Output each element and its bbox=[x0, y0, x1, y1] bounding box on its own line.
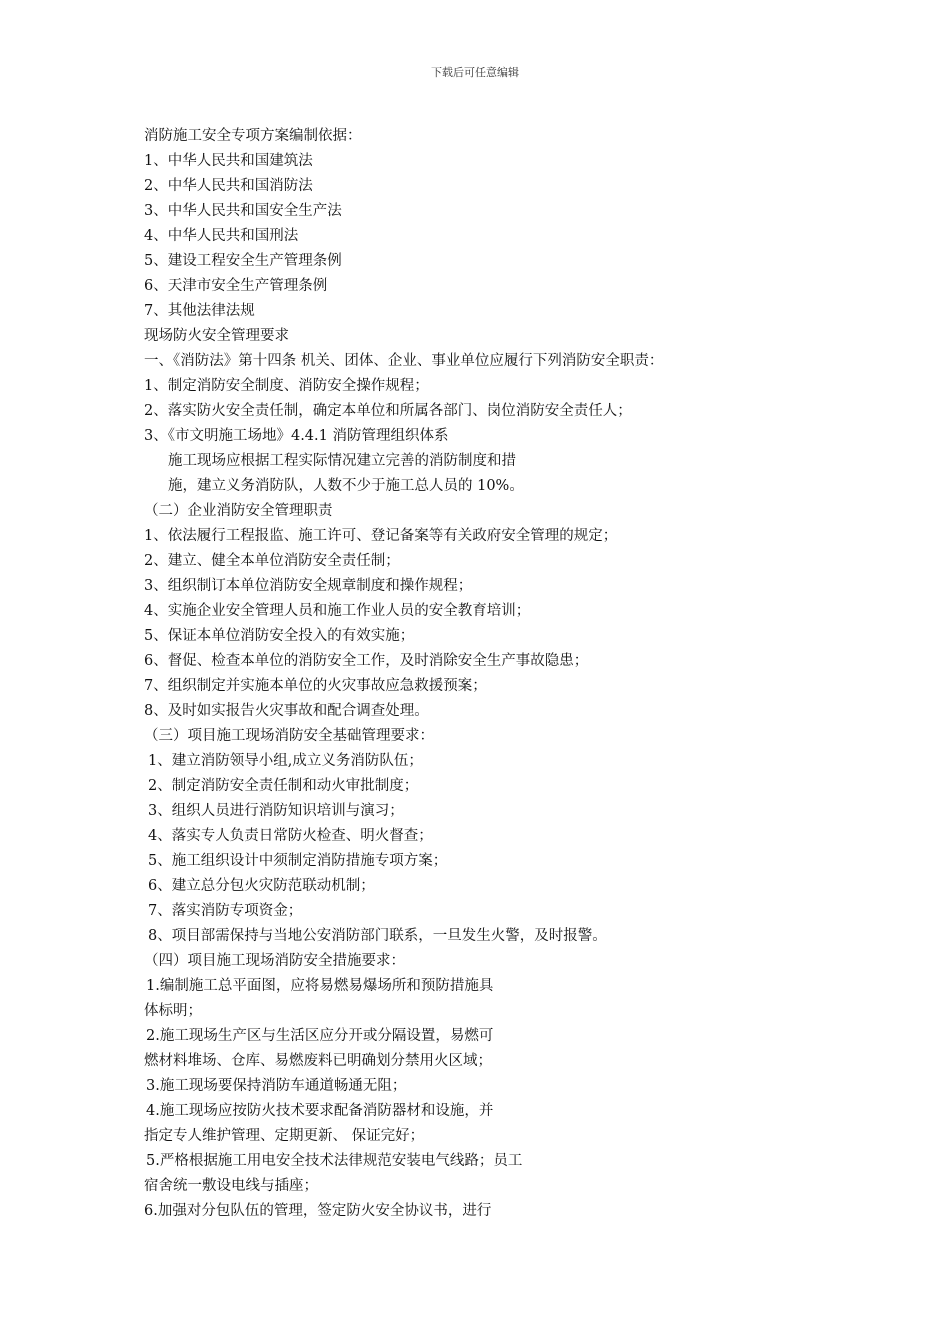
heading-basis: 消防施工安全专项方案编制依据： bbox=[144, 128, 362, 144]
basic-requirement-item: 2、制定消防安全责任制和动火审批制度； bbox=[148, 778, 419, 794]
enterprise-duty-item: 6、督促、检查本单位的消防安全工作，及时消除安全生产事故隐患； bbox=[144, 653, 589, 669]
measure-item: 4.施工现场应按防火技术要求配备消防器材和设施，并 bbox=[146, 1103, 494, 1119]
enterprise-duty-item: 5、保证本单位消防安全投入的有效实施； bbox=[144, 628, 415, 644]
basic-requirement-item: 7、落实消防专项资金； bbox=[148, 903, 303, 919]
basic-requirement-item: 3、组织人员进行消防知识培训与演习； bbox=[148, 803, 404, 819]
duty-item-continuation: 施工现场应根据工程实际情况建立完善的消防制度和措 bbox=[168, 453, 516, 469]
basis-item: 7、其他法律法规 bbox=[144, 303, 255, 319]
duty-item: 3、《市文明施工场地》4.4.1 消防管理组织体系 bbox=[144, 428, 449, 444]
measure-item-continuation: 指定专人维护管理、定期更新、 保证完好； bbox=[144, 1128, 425, 1144]
basic-requirement-item: 1、建立消防领导小组,成立义务消防队伍； bbox=[148, 753, 423, 769]
enterprise-duty-item: 4、实施企业安全管理人员和施工作业人员的安全教育培训； bbox=[144, 603, 531, 619]
measure-item: 2.施工现场生产区与生活区应分开或分隔设置，易燃可 bbox=[146, 1028, 494, 1044]
page-header-note: 下载后可任意编辑 bbox=[431, 66, 519, 79]
section-two-heading: （二）企业消防安全管理职责 bbox=[144, 503, 333, 519]
basis-item: 3、中华人民共和国安全生产法 bbox=[144, 203, 342, 219]
enterprise-duty-item: 7、组织制定并实施本单位的火灾事故应急救援预案； bbox=[144, 678, 487, 694]
measure-item: 6.加强对分包队伍的管理，签定防火安全协议书，进行 bbox=[144, 1203, 492, 1219]
document-body bbox=[144, 124, 844, 1224]
enterprise-duty-item: 2、建立、健全本单位消防安全责任制； bbox=[144, 553, 400, 569]
basic-requirement-item: 4、落实专人负责日常防火检查、明火督查； bbox=[148, 828, 433, 844]
basic-requirement-item: 8、项目部需保持与当地公安消防部门联系，一旦发生火警，及时报警。 bbox=[148, 928, 607, 944]
section-four-heading: （四）项目施工现场消防安全措施要求： bbox=[144, 953, 405, 969]
basic-requirement-item: 6、建立总分包火灾防范联动机制； bbox=[148, 878, 375, 894]
basis-item: 2、中华人民共和国消防法 bbox=[144, 178, 313, 194]
section-three-heading: （三）项目施工现场消防安全基础管理要求： bbox=[144, 728, 434, 744]
enterprise-duty-item: 1、依法履行工程报监、施工许可、登记备案等有关政府安全管理的规定； bbox=[144, 528, 618, 544]
basis-item: 5、建设工程安全生产管理条例 bbox=[144, 253, 342, 269]
enterprise-duty-item: 3、组织制订本单位消防安全规章制度和操作规程； bbox=[144, 578, 473, 594]
measure-item-continuation: 宿舍统一敷设电线与插座； bbox=[144, 1178, 318, 1194]
heading-site-requirements: 现场防火安全管理要求 bbox=[144, 328, 289, 344]
duty-item: 1、制定消防安全制度、消防安全操作规程； bbox=[144, 378, 429, 394]
section-one-heading: 一、《消防法》第十四条 机关、团体、企业、事业单位应履行下列消防安全职责： bbox=[144, 353, 664, 369]
duty-item-continuation: 施，建立义务消防队，人数不少于施工总人员的 10%。 bbox=[168, 478, 524, 494]
basis-item: 1、中华人民共和国建筑法 bbox=[144, 153, 313, 169]
measure-item-continuation: 燃材料堆场、仓库、易燃废料已明确划分禁用火区域； bbox=[144, 1053, 492, 1069]
measure-item: 5.严格根据施工用电安全技术法律规范安装电气线路；员工 bbox=[146, 1153, 523, 1169]
enterprise-duty-item: 8、及时如实报告火灾事故和配合调查处理。 bbox=[144, 703, 429, 719]
measure-item: 1.编制施工总平面图，应将易燃易爆场所和预防措施具 bbox=[146, 978, 494, 994]
measure-item: 3.施工现场要保持消防车通道畅通无阻； bbox=[146, 1078, 407, 1094]
basis-item: 4、中华人民共和国刑法 bbox=[144, 228, 299, 244]
measure-item-continuation: 体标明； bbox=[144, 1003, 202, 1019]
duty-item: 2、落实防火安全责任制，确定本单位和所属各部门、岗位消防安全责任人； bbox=[144, 403, 632, 419]
basis-item: 6、天津市安全生产管理条例 bbox=[144, 278, 328, 294]
basic-requirement-item: 5、施工组织设计中须制定消防措施专项方案； bbox=[148, 853, 448, 869]
